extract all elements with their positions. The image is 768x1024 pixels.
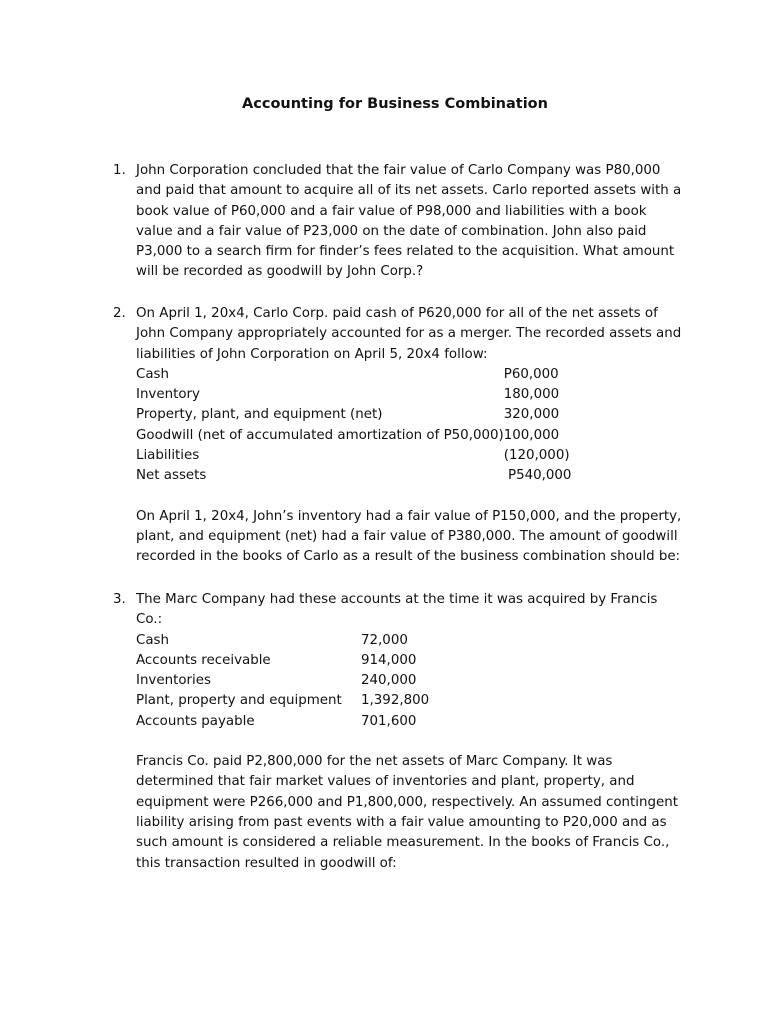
- table-row: [136, 691, 429, 711]
- table-row: [136, 385, 571, 405]
- row-value: 701,600: [361, 713, 417, 729]
- row-value: 1,392,800: [361, 693, 430, 709]
- row-label: Inventory: [136, 387, 200, 403]
- table-row: [136, 651, 429, 671]
- row-label: Liabilities: [136, 448, 200, 464]
- row-label: Inventories: [136, 673, 211, 689]
- table-row: [136, 446, 571, 466]
- question-1: [113, 161, 683, 283]
- question-2: [113, 304, 683, 568]
- row-label: Property, plant, and equipment (net): [136, 407, 383, 423]
- table-row: [136, 712, 429, 732]
- row-label: Accounts payable: [136, 713, 255, 729]
- row-value: 72,000: [361, 632, 408, 648]
- row-label: Plant, property and equipment: [136, 693, 342, 709]
- question-closing: Francis Co. paid P2,800,000 for the net assets of Marc Company. It was determined that fair market values of inventories and plant, property, and equipment were P266,000 and P1,800,000, respectively. An assumed contingent liability arising from past events with a fair value amounting to P20,000 and as such amount is considered a reliable measurement. In the books of Francis Co., this transaction resulted in goodwill of:: [136, 754, 678, 871]
- question-3: [113, 590, 683, 874]
- question-text: John Corporation concluded that the fair value of Carlo Company was P80,000 and paid that amount to acquire all of its net assets. Carlo reported assets with a book value of P60,000 and a fair value of P98,000 and liabilities with a book value and a fair value of P23,000 on the date of combination. John also paid P3,000 to a search firm for finder’s fees related to the acquisition. What amount will be recorded as goodwill by John Corp.?: [136, 163, 682, 280]
- row-value: (120,000): [503, 448, 570, 464]
- row-value: P60,000: [503, 366, 559, 382]
- row-value: 320,000: [503, 407, 560, 423]
- row-value: 180,000: [503, 387, 560, 403]
- table-row: [136, 426, 571, 446]
- table-row: [136, 466, 571, 486]
- row-value: 240,000: [361, 673, 417, 689]
- row-label: Cash: [136, 632, 170, 648]
- row-value: 914,000: [361, 652, 417, 668]
- question-number: 3.: [113, 592, 126, 607]
- table-row: [136, 631, 429, 651]
- row-label: Accounts receivable: [136, 652, 271, 668]
- question-number: 2.: [113, 306, 126, 321]
- question-closing: On April 1, 20x4, John’s inventory had a fair value of P150,000, and the property, plant, and equipment (net) had a fair value of P380,000. The amount of goodwill recorded in the books of Carlo as a result of the business combination should be:: [136, 508, 682, 565]
- accounts-table: [136, 631, 429, 732]
- row-value: P540,000: [503, 468, 572, 484]
- question-intro: The Marc Company had these accounts at the time it was acquired by Francis Co.:: [136, 592, 658, 628]
- row-label: Cash: [136, 366, 170, 382]
- question-number: 1.: [113, 163, 126, 178]
- row-label: Net assets: [136, 468, 207, 484]
- row-value: 100,000: [503, 427, 560, 443]
- page-title: Accounting for Business Combination: [242, 96, 548, 112]
- question-intro: On April 1, 20x4, Carlo Corp. paid cash of P620,000 for all of the net assets of John Company appropriately accounted for as a merger. The recorded assets and liabilities of John Corporation on April 5, 20x4 follow:: [136, 306, 682, 362]
- row-label: Goodwill (net of accumulated amortization of P50,000): [136, 427, 504, 443]
- table-row: [136, 405, 571, 425]
- balance-table: [136, 365, 571, 487]
- table-row: [136, 671, 429, 691]
- table-row: [136, 365, 571, 385]
